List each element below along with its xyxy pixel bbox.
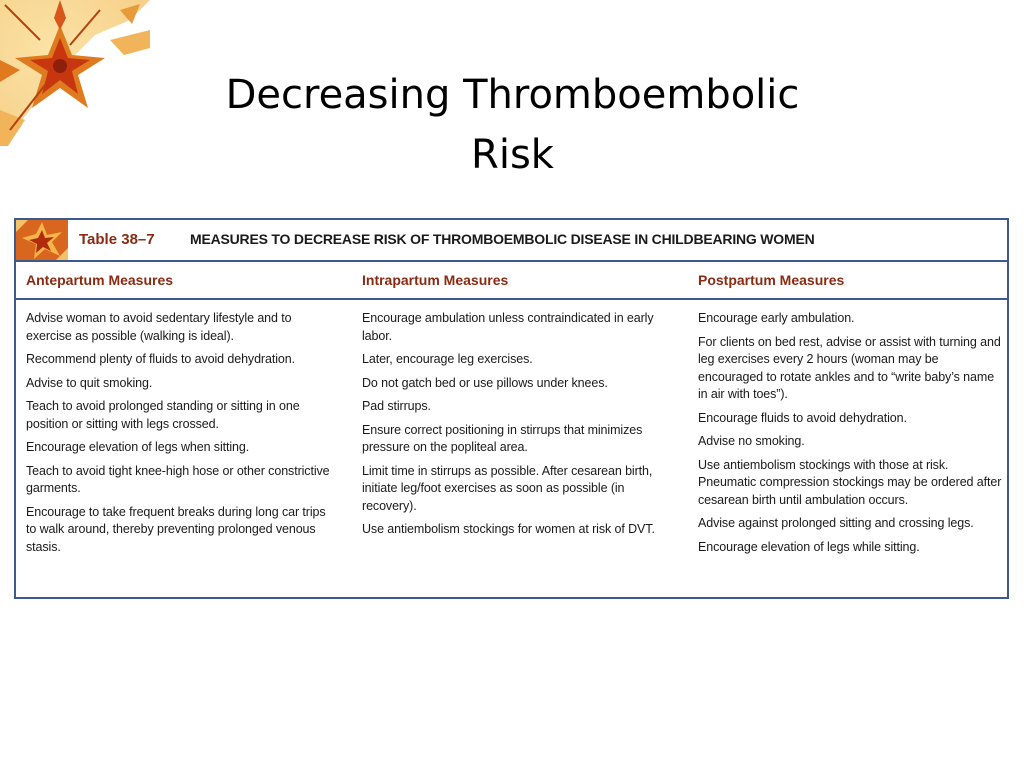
list-item: Limit time in stirrups as possible. After cesarean birth, initiate leg/foot exercises as soon as possible (in recovery).	[362, 463, 653, 513]
list-item: Encourage fluids to avoid dehydration.	[698, 410, 907, 425]
intrapartum-header: Intrapartum Measures	[362, 272, 509, 288]
list-item: Teach to avoid tight knee-high hose or other constrictive garments.	[26, 463, 330, 495]
list-item: Encourage ambulation unless contraindicated in early labor.	[362, 311, 654, 343]
slide-title-line-1: Decreasing Thromboembolic	[225, 71, 800, 118]
list-item: Use antiembolism stockings for women at risk of DVT.	[362, 522, 655, 536]
intrapartum-column	[362, 310, 672, 545]
slide-title	[190, 65, 835, 185]
list-item: For clients on bed rest, advise or assist with turning and leg exercises every 2 hours (woman may be encouraged to rotate ankles and to “write baby’s name in air with toes”).	[698, 334, 1001, 401]
postpartum-column	[698, 310, 1003, 562]
list-item: Encourage early ambulation.	[698, 311, 855, 325]
star-ornament-icon	[0, 0, 150, 146]
list-item: Use antiembolism stockings with those at risk. Pneumatic compression stockings may be ordered after cesarean birth until ambulation occurs.	[698, 457, 1002, 507]
list-item: Later, encourage leg exercises.	[362, 352, 533, 366]
list-item: Advise woman to avoid sedentary lifestyle and to exercise as possible (walking is ideal).	[26, 311, 292, 343]
list-item: Ensure correct positioning in stirrups that minimizes pressure on the popliteal area.	[362, 422, 643, 454]
measures-table	[14, 218, 1009, 599]
list-item: Advise to quit smoking.	[26, 375, 153, 390]
list-item: Encourage elevation of legs while sitting.	[698, 539, 920, 554]
table-header	[16, 220, 1007, 262]
table-number: Table 38–7	[79, 231, 155, 248]
list-item: Recommend plenty of fluids to avoid dehydration.	[26, 352, 295, 366]
slide-title-line-2: Risk	[471, 131, 554, 178]
list-item: Encourage elevation of legs when sitting.	[26, 440, 250, 454]
list-item: Teach to avoid prolonged standing or sitting in one position or sitting with legs crossed.	[26, 399, 300, 431]
list-item: Advise against prolonged sitting and crossing legs.	[698, 516, 974, 530]
list-item: Pad stirrups.	[362, 399, 431, 413]
table-caption: MEASURES TO DECREASE RISK OF THROMBOEMBOLIC DISEASE IN CHILDBEARING WOMEN	[190, 231, 815, 247]
list-item: Do not gatch bed or use pillows under knees.	[362, 375, 608, 390]
antepartum-header: Antepartum Measures	[26, 272, 174, 288]
list-item: Advise no smoking.	[698, 434, 805, 448]
list-item: Encourage to take frequent breaks during long car trips to walk around, thereby preventing prolonged venous stasis.	[26, 504, 326, 554]
table-star-icon	[16, 220, 68, 260]
antepartum-column	[26, 310, 336, 562]
postpartum-header: Postpartum Measures	[698, 272, 845, 288]
column-header-row	[16, 262, 1007, 300]
